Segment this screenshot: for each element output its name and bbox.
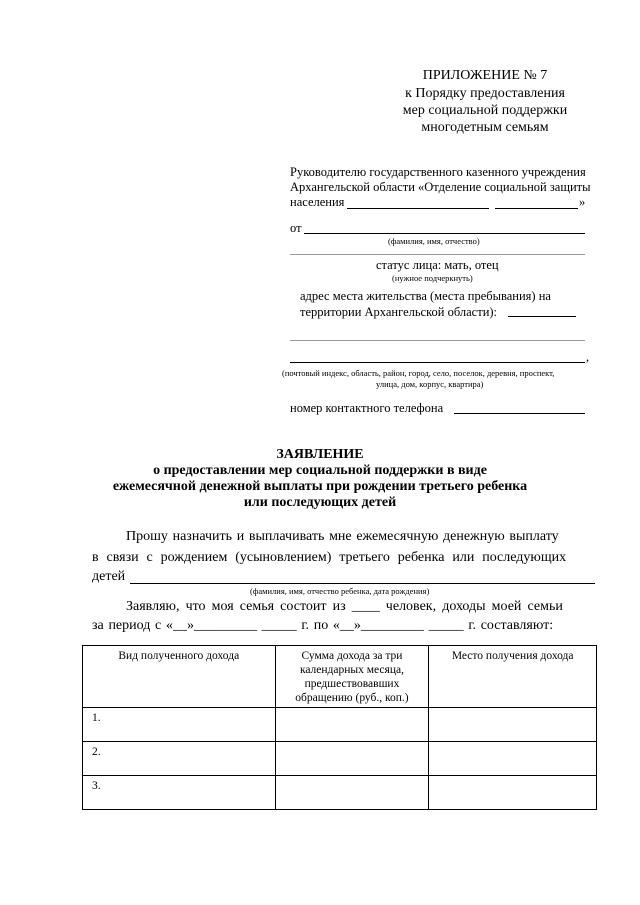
- child-info-caption: (фамилия, имя, отчество ребенка, дата рождения): [250, 586, 430, 596]
- child-info-field[interactable]: [130, 583, 595, 584]
- document-subtitle-3: или последующих детей: [243, 495, 397, 510]
- table-row: [83, 776, 597, 810]
- phone-field[interactable]: [454, 413, 585, 414]
- body-line-4: Заявляю, что моя семья состоит из ____ человек, доходы моей семьи: [126, 599, 563, 614]
- address-field-2[interactable]: [290, 340, 585, 341]
- applicant-name-field-2[interactable]: [290, 254, 585, 255]
- body-line-5: за период с «__»_________ _____ г. по «__»_________ _____ г. составляют:: [92, 618, 554, 633]
- address-line-2: территории Архангельской области):: [300, 305, 498, 319]
- row-amount-cell[interactable]: [275, 776, 429, 810]
- row-place-cell[interactable]: [429, 776, 597, 810]
- row-amount-cell[interactable]: [275, 742, 429, 776]
- row-number[interactable]: 1.: [83, 708, 276, 742]
- document-title: ЗАЯВЛЕНИЕ: [276, 447, 364, 462]
- header-income-place: Место получения дохода: [429, 646, 597, 708]
- status-caption: (нужное подчеркнуть): [392, 273, 473, 283]
- row-place-cell[interactable]: [429, 708, 597, 742]
- appendix-line-4: многодетным семьям: [421, 120, 549, 135]
- addressee-line-2: Архангельской области «Отделение социальной защиты: [290, 180, 591, 194]
- document-subtitle-2: ежемесячной денежной выплаты при рождении третьего ребенка: [112, 479, 528, 494]
- appendix-title: ПРИЛОЖЕНИЕ № 7: [422, 68, 548, 83]
- addressee-line-1: Руководителю государственного казенного учреждения: [290, 165, 586, 179]
- addressee-line-3-label: населения: [290, 195, 345, 209]
- body-line-1: Прошу назначить и выплачивать мне ежемесячную денежную выплату: [126, 529, 559, 544]
- applicant-name-field[interactable]: [304, 233, 585, 234]
- row-number[interactable]: 2.: [83, 742, 276, 776]
- branch-name-field[interactable]: [347, 208, 489, 209]
- address-field-3[interactable]: [290, 362, 585, 363]
- addressee-line-3-end: »: [579, 195, 586, 209]
- address-field-1[interactable]: [508, 316, 576, 317]
- table-header-row: [83, 646, 597, 708]
- row-number[interactable]: 3.: [83, 776, 276, 810]
- table-row: [83, 742, 597, 776]
- table-row: [83, 708, 597, 742]
- from-caption: (фамилия, имя, отчество): [388, 236, 480, 246]
- address-line-1: адрес места жительства (места пребывания) на: [300, 289, 551, 303]
- row-amount-cell[interactable]: [275, 708, 429, 742]
- appendix-line-2: к Порядку предоставления: [405, 86, 565, 101]
- address-comma: ,: [586, 350, 590, 364]
- row-place-cell[interactable]: [429, 742, 597, 776]
- from-label: от: [290, 221, 302, 235]
- phone-label: номер контактного телефона: [290, 401, 444, 415]
- status-text: статус лица: мать, отец: [376, 258, 499, 272]
- body-line-2: в связи с рождением (усыновлением) третьего ребенка или последующих: [92, 550, 567, 565]
- document-subtitle-1: о предоставлении мер социальной поддержки в виде: [153, 463, 487, 478]
- appendix-line-3: мер социальной поддержки: [402, 103, 568, 118]
- body-line-3: детей: [92, 569, 126, 584]
- branch-name-field-2[interactable]: [495, 208, 578, 209]
- header-income-amount: Сумма дохода за три календарных месяца, предшествовавших обращению (руб., коп.): [275, 646, 429, 708]
- income-table: [82, 645, 597, 810]
- address-caption-1: (почтовый индекс, область, район, город, село, поселок, деревня, проспект,: [282, 368, 555, 378]
- address-caption-2: улица, дом, корпус, квартира): [376, 379, 484, 389]
- header-income-type: Вид полученного дохода: [83, 646, 276, 708]
